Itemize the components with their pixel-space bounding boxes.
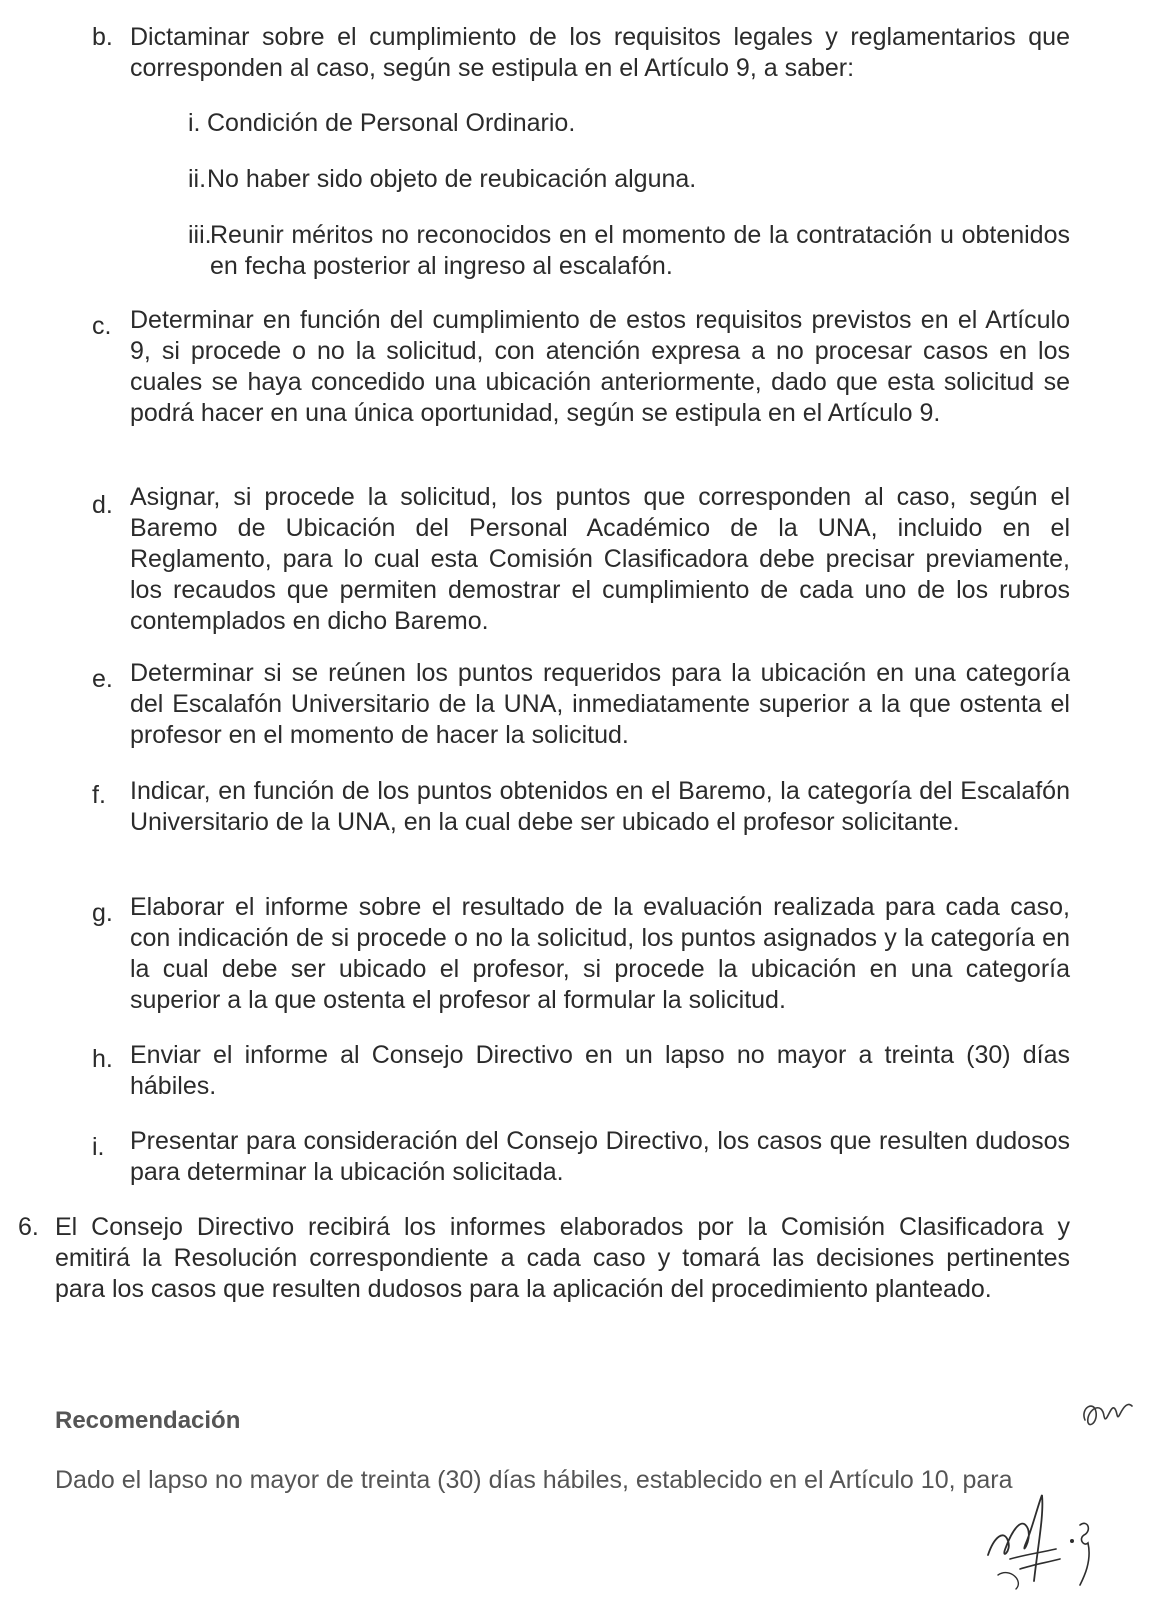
list-item-text: Enviar el informe al Consejo Directivo en un lapso no mayor a treinta (30) días hábiles. (130, 1041, 1070, 1100)
recommendation-text: Dado el lapso no mayor de treinta (30) días hábiles, establecido en el Artículo 10, para (55, 1466, 1013, 1494)
section-heading: Recomendación (55, 1407, 241, 1434)
list-item-text: Determinar en función del cumplimiento de estos requisitos previstos en el Artículo 9, si procede o no la solicitud, con atención expresa a no procesar casos en los cuales se haya concedido una ubicación anteriormente, dado que esta solicitud se podrá hacer en una única oportunidad, según se estipula en el Artículo 9. (130, 306, 1070, 427)
list-item-text: Determinar si se reúnen los puntos requeridos para la ubicación en una categoría del Escalafón Universitario de la UNA, inmediatamente superior a la que ostenta el profesor en el momento de hacer la solicitud. (130, 659, 1070, 749)
list-marker: f. (92, 781, 106, 809)
list-marker: h. (92, 1045, 113, 1073)
list-marker: b. (92, 23, 113, 51)
sub-marker: i. (188, 109, 201, 137)
sub-item-text: Condición de Personal Ordinario. (207, 109, 576, 137)
sub-item-text: Reunir méritos no reconocidos en el momento de la contratación u obtenidos en fecha posterior al ingreso al escalafón. (210, 221, 1070, 280)
list-marker: i. (92, 1133, 105, 1161)
list-marker: c. (92, 312, 112, 340)
sub-item-text: No haber sido objeto de reubicación alguna. (207, 165, 697, 193)
list-item-text: Presentar para consideración del Consejo Directivo, los casos que resulten dudosos para determinar la ubicación solicitada. (130, 1127, 1070, 1186)
sub-marker: ii. (188, 165, 207, 193)
list-marker: e. (92, 665, 113, 693)
initials-mark (1080, 1390, 1140, 1440)
list-item-text: Asignar, si procede la solicitud, los puntos que corresponden al caso, según el Baremo de Ubicación del Personal Académico de la UNA, incluido en el Reglamento, para lo cual esta Comisión Clasificadora debe precisar previamente, los recaudos que permiten demostrar el cumplimiento de cada uno de los rubros contemplados en dicho Baremo. (130, 483, 1070, 635)
sub-marker: iii. (188, 221, 212, 249)
signature-mark (980, 1485, 1100, 1597)
list-item-text: Indicar, en función de los puntos obtenidos en el Baremo, la categoría del Escalafón Universitario de la UNA, en la cual debe ser ubicado el profesor solicitante. (130, 777, 1070, 836)
list-marker: g. (92, 899, 113, 927)
list-item-text: Elaborar el informe sobre el resultado de la evaluación realizada para cada caso, con indicación de si procede o no la solicitud, los puntos asignados y la categoría en la cual debe ser ubicado el profesor, si procede la ubicación en una categoría superior a la que ostenta el profesor al formular la solicitud. (130, 893, 1070, 1014)
list-item-text: Dictaminar sobre el cumplimiento de los requisitos legales y reglamentarios que corresponden al caso, según se estipula en el Artículo 9, a saber: (130, 23, 1070, 82)
list-marker: 6. (18, 1213, 39, 1241)
list-item-text: El Consejo Directivo recibirá los informes elaborados por la Comisión Clasificadora y emitirá la Resolución correspondiente a cada caso y tomará las decisiones pertinentes para los casos que resulten dudosos para la aplicación del procedimiento planteado. (55, 1213, 1070, 1303)
list-marker: d. (92, 491, 113, 519)
